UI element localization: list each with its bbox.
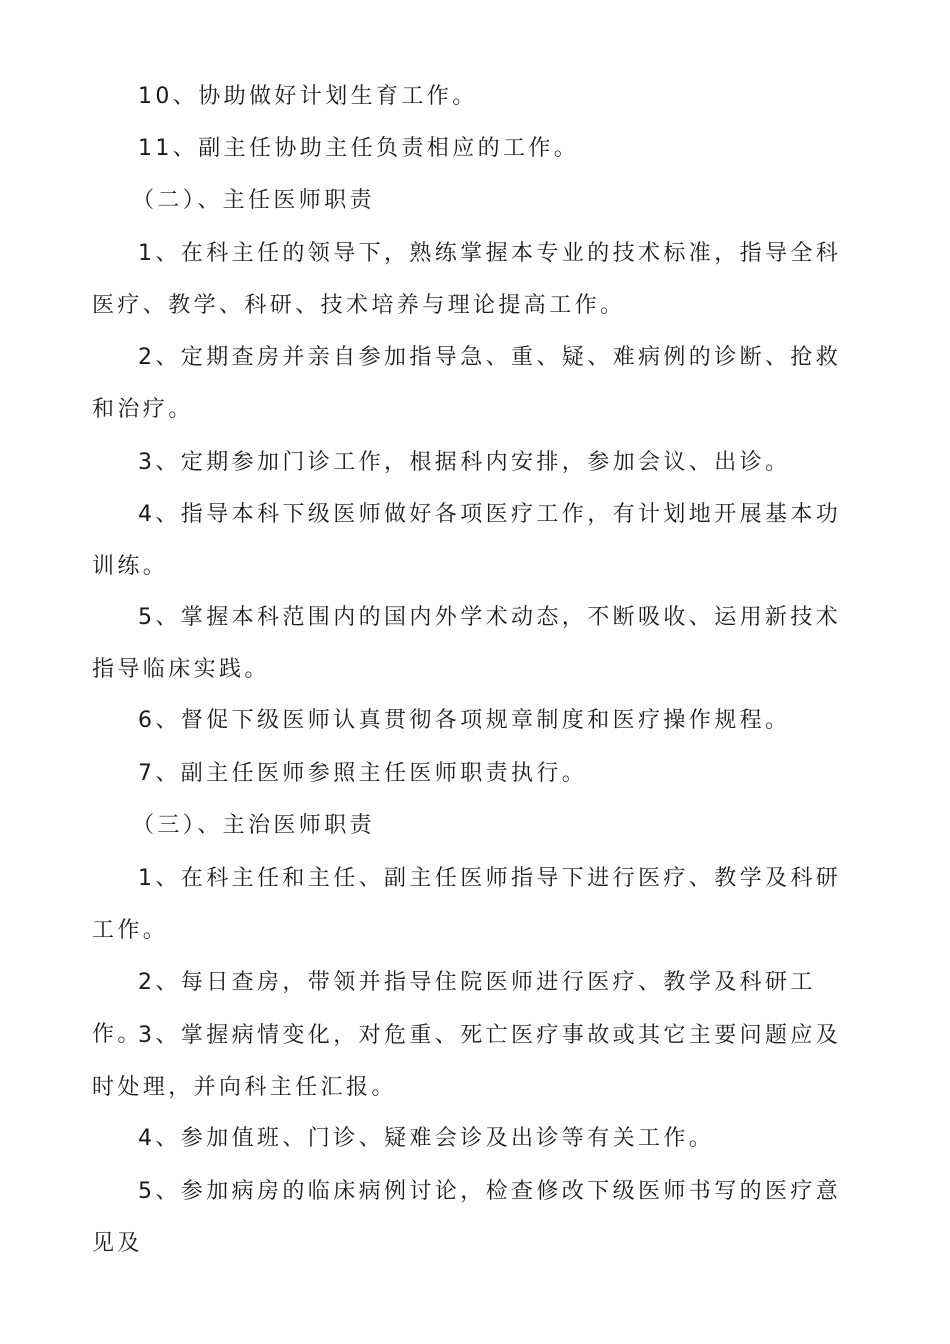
paragraph-chief-duty-1: 1、在科主任的领导下，熟练掌握本专业的技术标准，指导全科医疗、教学、科研、技术培养与理论提高工作。 xyxy=(92,241,842,318)
paragraph-chief-duty-4: 4、指导本科下级医师做好各项医疗工作，有计划地开展基本功训练。 xyxy=(92,502,842,579)
paragraph-attending-duty-2: 2、每日查房，带领并指导住院医师进行医疗、教学及科研工作。 xyxy=(92,970,816,1047)
paragraph-chief-duty-6: 6、督促下级医师认真贯彻各项规章制度和医疗操作规程。 xyxy=(138,708,791,733)
paragraph-attending-duty-1: 1、在科主任和主任、副主任医师指导下进行医疗、教学及科研工作。 xyxy=(92,866,842,943)
section-heading-attending-physician: （三）、主治医师职责 xyxy=(132,813,376,838)
paragraph-attending-duty-3: 3、掌握病情变化，对危重、死亡医疗事故或其它主要问题应及时处理，并向科主任汇报。 xyxy=(92,1023,842,1100)
paragraph-attending-duty-4: 4、参加值班、门诊、疑难会诊及出诊等有关工作。 xyxy=(138,1126,715,1151)
paragraph-chief-duty-2: 2、定期查房并亲自参加指导急、重、疑、难病例的诊断、抢救和治疗。 xyxy=(92,345,842,422)
paragraph-chief-duty-7: 7、副主任医师参照主任医师职责执行。 xyxy=(138,761,588,786)
paragraph-item-10: 10、协助做好计划生育工作。 xyxy=(138,84,478,109)
paragraph-chief-duty-5: 5、掌握本科范围内的国内外学术动态，不断吸收、运用新技术指导临床实践。 xyxy=(92,605,842,682)
paragraph-item-11: 11、副主任协助主任负责相应的工作。 xyxy=(138,136,580,161)
section-heading-chief-physician: （二）、主任医师职责 xyxy=(132,188,376,213)
paragraph-attending-duty-5: 5、参加病房的临床病例讨论，检查修改下级医师书写的医疗意见及 xyxy=(92,1179,842,1256)
paragraph-chief-duty-3: 3、定期参加门诊工作，根据科内安排，参加会议、出诊。 xyxy=(138,450,791,475)
